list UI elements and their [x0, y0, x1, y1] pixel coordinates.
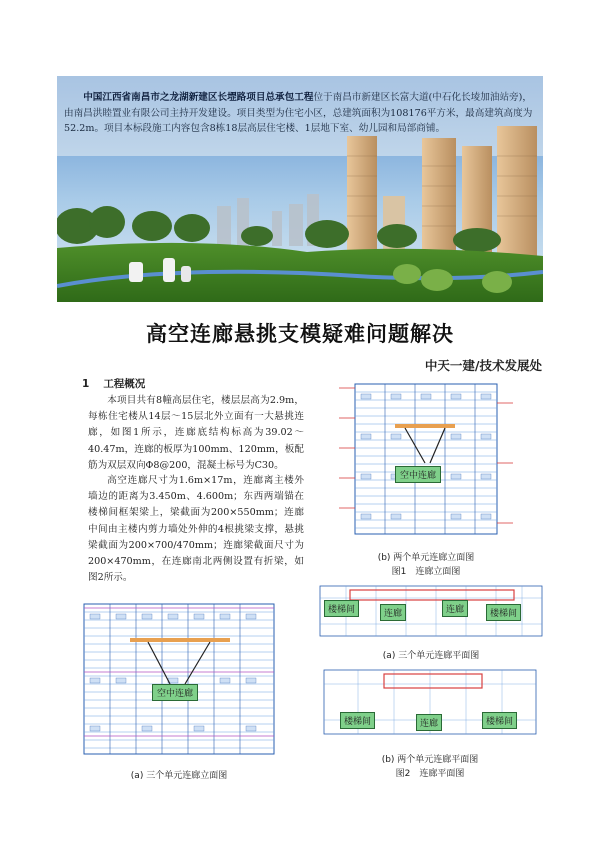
figure-2a-label-stair-left: 楼梯间: [324, 600, 359, 617]
figure-2a-caption: (a) 三个单元连廊平面图: [382, 651, 480, 661]
figure-2b-caption: (b) 两个单元连廊平面图: [381, 755, 479, 765]
intro-paragraph: [64, 90, 536, 137]
figure-2a-label-stair-right: 楼梯间: [486, 604, 521, 621]
figure-1a-caption: (a) 三个单元连廊立面图: [130, 771, 228, 781]
figure-2-title: 图2 连廊平面图: [395, 769, 465, 779]
figure-2a-drawing: [316, 580, 546, 640]
figure-1a-label: 空中连廊: [152, 684, 198, 701]
body-paragraph-2: 高空连廊尺寸为1.6m×17m，连廊离主楼外墙边的距离为3.450m、4.600m；东西两端锚在楼梯间框架梁上，梁截面为200×550mm；连廊中间由主楼内剪力墙处外伸的4根挑梁支撑，悬挑梁截面为200×700/470mm；连廊梁截面尺寸为200×470mm，在连廊南北两侧设置有折梁，如图2所示。: [88, 475, 304, 584]
figure-1b-caption: (b) 两个单元连廊立面图: [377, 553, 475, 563]
intro-text: 位于南昌市新建区长富大道(中石化长堎加油站旁)，由南昌洪睦置业有限公司主持开发建设。项目类型为住宅小区，总建筑面积为108176平方米，最高建筑高度为52.2m。项目本标段施工内容包含8栋18层高层住宅楼、1层地下室、幼儿园和局部商铺。: [64, 92, 533, 134]
intro-bold-lead: 中国江西省南昌市之龙湖新建区长堽路项目总承包工程: [83, 92, 314, 103]
section-title: 工程概况: [103, 378, 146, 390]
section-number: 1: [82, 378, 90, 390]
author-line: 中天一建/技术发展处: [424, 358, 542, 373]
figure-2b-label-stair-left: 楼梯间: [340, 712, 375, 729]
body-paragraph-1: 本项目共有8幢高层住宅，楼层层高为2.9m，每栋住宅楼从14层～15层北外立面有一大悬挑连廊，如图1所示，连廊底结构标高为39.02～40.47m，连廊的板厚为100mm、120mm，板配筋为双层双向Φ8@200，混凝土标号为C30。: [88, 395, 304, 471]
section-heading: [82, 376, 145, 391]
figure-2a-label-corridor-2: 连廊: [442, 600, 468, 617]
figure-2b-label-corridor: 连廊: [416, 714, 442, 731]
figure-1b-label: 空中连廊: [395, 466, 441, 483]
figure-2b-drawing: [318, 664, 542, 740]
figure-1b-drawing: [335, 378, 517, 538]
figure-1a-drawing: [70, 596, 288, 760]
figure-2b-label-stair-right: 楼梯间: [482, 712, 517, 729]
figure-2a-label-corridor-1: 连廊: [380, 604, 406, 621]
figure-1-title: 图1 连廊立面图: [391, 567, 461, 577]
article-title: 高空连廊悬挑支模疑难问题解决: [146, 321, 454, 346]
